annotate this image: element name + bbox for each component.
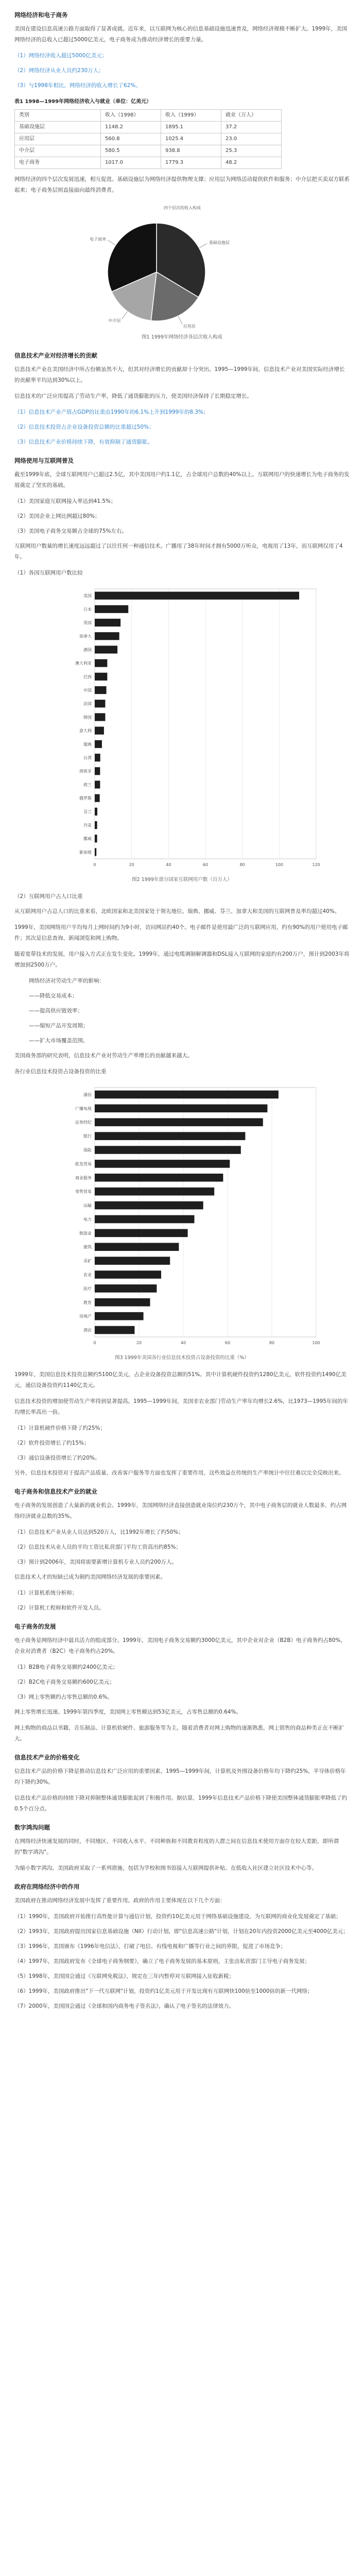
paragraph: 在网络经济快速发展的同时，不同地区、不同收入水平、不同种族和不同教育程度的人群之间在信息技术使用方面存在较大差距，即所谓的"数字鸿沟"。 (14, 1838, 339, 1855)
list-item: （3）1996年，美国颁布《1996年电信法》，打破了电信、有线电视和广播等行业之间的界限，促进了市场竞争； (14, 1943, 286, 1950)
highlight-list (14, 50, 350, 91)
list-item: （3）预计到2006年，美国将需要新增计算机专业人员约200万人。 (14, 1559, 177, 1565)
table-cell: 25.3 (221, 145, 282, 157)
figure-caption: 图1 1999年网络经济各层次收入构成 (142, 334, 222, 340)
paragraph: 为缩小数字鸿沟，美国政府采取了一系列措施，包括为学校和图书馆接入互联网提供补贴、在低收入社区建立社区技术中心等。 (14, 1865, 317, 1871)
table-row (15, 157, 282, 169)
paragraph: 信息技术产业在美国经济中所占份额虽然不大，但其对经济增长的贡献却十分突出。1995—1999年间，信息技术产业对美国实际经济增长的贡献率平均达到30%以上。 (14, 366, 345, 383)
category-label: 意大利 (79, 728, 92, 734)
category-label: 采矿 (83, 1259, 92, 1264)
bar (95, 1132, 245, 1140)
bar (95, 781, 100, 788)
bar (95, 1146, 241, 1154)
list-item: （3）网上零售额约占零售总额的0.6%。 (14, 1694, 113, 1700)
category-label: 银行 (83, 1134, 92, 1139)
chart-title: 四个层次的收入构成 (163, 206, 201, 210)
bar (95, 686, 107, 694)
category-label: 西班牙 (79, 769, 92, 774)
bar (95, 821, 97, 829)
table-cell: 580.5 (101, 145, 161, 157)
paragraph: 信息技术投资的增加使劳动生产率得到显著提高。1995—1999年间，美国非农业部门劳动生产率年均增长2.6%，比1973—1995年间的年均增长率高出一倍。 (14, 1398, 349, 1415)
chart-intro: （1）各国互联网用户数比较 (14, 570, 83, 576)
category-label: 美国 (83, 594, 92, 599)
category-label: 荷兰 (83, 782, 92, 787)
list-item: （1）计算机硬件价格下降了约25%； (14, 1425, 106, 1431)
x-tick-label: 0 (93, 862, 96, 867)
list-item: （1）1990年，美国政府开始推行高性能计算与通信计划，投资约10亿美元用于网络基础设施建设，为互联网的商业化发展奠定了基础； (14, 1913, 341, 1920)
list-item: （2）信息技术投资占企业设备投资总额的比重超过50%； (14, 424, 154, 430)
highlight-item: （3）与1998年相比，网络经济的收入增长了62%。 (14, 82, 141, 89)
bar (95, 605, 128, 613)
bar (95, 632, 119, 640)
x-tick-label: 80 (239, 862, 245, 867)
category-label: 证券经纪 (75, 1120, 92, 1125)
category-label: 台湾 (83, 755, 92, 760)
table-header-cell: 类别 (15, 110, 101, 122)
category-label: 广播电视 (75, 1106, 92, 1111)
bar (95, 754, 100, 761)
pie-leader-line (122, 311, 127, 318)
bar (95, 808, 97, 816)
list-item: （2）B2C电子商务交易额约600亿美元； (14, 1679, 115, 1685)
list-item: ——扩大市场覆盖范围。 (29, 1038, 89, 1044)
paragraph: 1999年，美国信息技术投资总额约5100亿美元，占企业设备投资总额的51%。其中计算机硬件投资约1280亿美元，软件投资约1490亿美元，通信设备投资约1140亿美元。 (14, 1371, 346, 1388)
list-item: （3）信息技术产业价格持续下降，有效抑制了通货膨胀。 (14, 439, 153, 445)
block-title: 网络经济对劳动生产率的影响： (29, 978, 105, 984)
paragraph: 从互联网用户占总人口的比重来看，北欧国家和北美国家处于领先地位。瑞典、挪威、芬兰、加拿大和美国的互联网普及率均超过40%。 (14, 908, 340, 914)
table-cell: 48.2 (221, 157, 282, 169)
category-label: 建筑 (83, 1245, 92, 1250)
pie-leader-line (108, 240, 115, 245)
table-cell: 中介层 (15, 145, 101, 157)
bar (95, 1201, 203, 1210)
list-item: （2）美国企业上网比例超过80%； (14, 513, 100, 519)
category-label: 保险 (83, 1148, 92, 1153)
paragraph: 截至1999年底，全球互联网用户已超过2.5亿，其中美国用户约1.1亿，占全球用户总数的40%以上。互联网用户的快速增长为电子商务的发展奠定了坚实的基础。 (14, 471, 350, 488)
section-title: 信息技术产业对经济增长的贡献 (14, 352, 97, 359)
table-header-row (15, 110, 282, 122)
paragraph: 信息技术产品价格的持续下降对抑制整体通货膨胀起到了积极作用。据估算，1999年信息技术产品价格下降使美国整体通货膨胀率降低了约0.5个百分点。 (14, 1795, 348, 1812)
revenue-table (14, 109, 282, 169)
pie-slice-label: 中介层 (108, 318, 121, 324)
bar (95, 1091, 279, 1099)
category-label: 农业 (83, 1273, 92, 1277)
bar (95, 848, 96, 856)
paragraph: 网上零售增长迅速。1999年第四季度，美国网上零售额达到53亿美元，占零售总额的0.64%。 (14, 1709, 241, 1715)
bar (95, 727, 104, 735)
table-header-cell: 收入（1998） (101, 110, 161, 122)
paragraph: 信息技术产品的价格下降是推动信息技术广泛应用的重要因素。1995—1999年间，计算机及外围设备价格年均下降约25%，半导体价格年均下降约30%。 (14, 1768, 346, 1785)
pie-slice-label: 电子商务 (89, 236, 106, 242)
bar (95, 1174, 223, 1182)
category-label: 通信 (83, 1092, 92, 1097)
paragraph: 1999年，美国网络用户平均每月上网时间约为9小时，访问网站约40个。电子邮件是使用最广泛的互联网应用，约有90%的用户使用电子邮件；其次是信息查询、新闻浏览和网上购物。 (14, 924, 348, 941)
bar (95, 740, 102, 748)
bar (95, 1298, 150, 1307)
list-item: （7）2000年，美国国会通过《全球和国内商务电子签名法》，确认了电子签名的法律效力。 (14, 2003, 235, 2009)
paragraph: 电子商务是网络经济中最具活力的组成部分。1999年，美国电子商务交易额约3000亿美元，其中企业对企业（B2B）电子商务约占80%，企业对消费者（B2C）电子商务约占20%。 (14, 1637, 346, 1654)
bar (95, 713, 105, 721)
paragraph: 互联网用户数量的增长速度远远超过了以往任何一种通信技术。广播用了38年时间才拥有5000万听众，电视用了13年，而互联网仅用了4年。 (14, 543, 343, 560)
category-label: 澳大利亚 (75, 661, 92, 666)
category-label: 电力 (83, 1217, 92, 1222)
section-title: 电子商务的发展 (14, 1623, 56, 1630)
x-tick-label: 20 (136, 1341, 142, 1345)
list-item: （3）美国电子商务交易额占全球的75%左右。 (14, 528, 128, 534)
pie-leader-line (178, 316, 182, 324)
bar (95, 835, 97, 842)
list-item: （2）1993年，美国政府提出国家信息基础设施（NII）行动计划，即"信息高速公路"计划，计划在20年内投资2000亿美元至4000亿美元； (14, 1928, 349, 1935)
x-tick-label: 0 (93, 1341, 96, 1345)
category-label: 商业服务 (75, 1175, 92, 1180)
category-label: 运输 (83, 1203, 92, 1208)
pie-slice-label: 应用层 (183, 324, 196, 329)
list-item: （2）软件投资增长了约15%； (14, 1440, 90, 1446)
bar (95, 700, 105, 707)
list-item: （3）通信设备投资增长了约20%。 (14, 1455, 100, 1461)
category-label: 巴西 (83, 674, 92, 680)
highlight-item: （2）网络经济从业人员约230万人； (14, 67, 104, 74)
bar (95, 794, 100, 802)
internet-users-bar-chart (38, 584, 326, 872)
list-item: （2）互联网用户占人口比重 (14, 893, 83, 900)
paragraph: 网上购物的商品以书籍、音乐制品、计算机软硬件、旅游服务等为主。随着消费者对网上购物的逐渐熟悉，网上销售的商品种类正在不断扩大。 (14, 1725, 344, 1742)
table-header-cell: 就业（万人） (221, 110, 282, 122)
bar (95, 659, 107, 667)
list-item: （1）B2B电子商务交易额约2400亿美元； (14, 1664, 118, 1670)
paragraph: 电子商务的发展创造了大量新的就业机会。1999年，美国网络经济直接创造就业岗位约230万个，其中电子商务层的就业人数最多，约占网络经济就业总数的35%。 (14, 1502, 347, 1519)
bullet-block (14, 976, 350, 1046)
category-label: 中国 (83, 688, 92, 693)
section-title: 数字鸿沟问题 (14, 1824, 50, 1831)
x-tick-label: 100 (275, 862, 283, 867)
category-label: 制造业 (79, 1231, 92, 1236)
list-item: （5）1998年，美国国会通过《互联网免税法》，规定在三年内暂停对互联网接入征收新税； (14, 1973, 235, 1979)
x-tick-label: 60 (202, 862, 208, 867)
x-tick-label: 80 (269, 1341, 274, 1345)
bar (95, 619, 120, 626)
table-cell: 23.0 (221, 133, 282, 145)
bar (95, 592, 299, 600)
list-item: （2）信息技术从业人员的平均工资比私营部门平均工资高出约85%； (14, 1544, 182, 1550)
table-cell: 560.8 (101, 133, 161, 145)
category-label: 俄罗斯 (79, 796, 92, 801)
list-item: ——提高供应链效率； (29, 1008, 83, 1014)
pie-leader-line (199, 243, 207, 248)
x-tick-label: 120 (311, 862, 320, 867)
list-item: ——降低交易成本； (29, 993, 78, 999)
table-row (15, 133, 282, 145)
list-item: （6）1999年，美国政府推出"下一代互联网"计划，投资约1亿美元用于开发比现有互联网快100倍至1000倍的新一代网络； (14, 1988, 313, 1994)
list-item: （1）美国家庭互联网接入率达到41.5%； (14, 498, 116, 504)
table-row (15, 145, 282, 157)
paragraph: 随着宽带技术的发展，用户接入方式正在发生变化。1999年，通过电缆调制解调器和DSL接入互联网的家庭约有200万户，预计到2003年将增加到2500万户。 (14, 951, 350, 968)
bar (95, 1215, 195, 1224)
list-item: （1）信息技术产业从业人员达到520万人，比1992年增长了约50%； (14, 1529, 184, 1535)
list-item: （4）1997年，美国政府发布《全球电子商务纲要》，确立了电子商务发展的基本原则，主张由私营部门主导电子商务发展； (14, 1958, 310, 1964)
x-tick-label: 60 (224, 1341, 230, 1345)
category-label: 德国 (83, 647, 92, 652)
paragraph: 美国政府在推动网络经济发展中发挥了重要作用。政府的作用主要体现在以下几个方面： (14, 1897, 226, 1904)
category-label: 瑞典 (83, 742, 92, 747)
it-investment-bar-chart (38, 1082, 326, 1350)
list-item: ——缩短产品开发周期； (29, 1023, 89, 1029)
bar (95, 1188, 214, 1196)
table-cell: 37.2 (221, 122, 282, 133)
section-title: 信息技术产业的价格变化 (14, 1754, 80, 1761)
highlight-item: （1）网络经济收入超过5000亿美元； (14, 53, 108, 59)
category-label: 医疗 (83, 1286, 92, 1291)
chart-grid (95, 589, 316, 859)
pie-slice-label: 基础设施层 (209, 240, 230, 245)
intro-paragraph: 美国在建设信息高速公路方面取得了显著成就。近年来，以互联网为核心的信息基础设施迅速普及，网络经济规模不断扩大。1999年，美国网络经济的总收入已超过5000亿美元，电子商务成为推动经济增长的重要力量。 (14, 26, 348, 43)
table-cell: 基础设施层 (15, 122, 101, 133)
bar (95, 1243, 179, 1251)
list-item: （2）计算机工程师和软件开发人员。 (14, 1605, 105, 1611)
category-label: 英国 (83, 620, 92, 625)
category-label: 教育 (83, 1300, 92, 1305)
pie-chart (69, 201, 296, 330)
category-label: 新加坡 (79, 850, 92, 855)
chart-bars (95, 592, 299, 856)
category-label: 零售贸易 (75, 1189, 92, 1194)
bar (95, 673, 107, 681)
x-tick-label: 40 (165, 862, 171, 867)
intro-paragraph-2: 网络经济的四个层次发展迅速，相互促进。基础设施层为网络经济提供物理支撑；应用层为网络活动提供软件和服务；中介层把买卖双方联系起来；电子商务层则直接面向最终消费者。 (14, 176, 350, 193)
category-label: 加拿大 (79, 634, 92, 639)
pie-slices (108, 223, 205, 324)
category-label: 法国 (83, 701, 92, 706)
table-header-cell: 收入（1999） (161, 110, 221, 122)
category-label: 丹麦 (83, 823, 92, 828)
section-title: 政府在网络经济中的作用 (14, 1883, 80, 1890)
bar (95, 1257, 170, 1265)
table-cell: 938.8 (161, 145, 221, 157)
section-title: 网络使用与互联网普及 (14, 457, 74, 464)
bar (95, 1105, 267, 1113)
bar (95, 1284, 157, 1293)
table-cell: 1779.3 (161, 157, 221, 169)
paragraph: 另外，信息技术投资对于提高产品质量、改善客户服务等方面也发挥了重要作用，这些效益在传统的生产率统计中往往难以完全反映出来。 (14, 1470, 344, 1476)
bar (95, 1118, 263, 1126)
section-title: 电子商务和信息技术产业的就业 (14, 1488, 97, 1495)
x-tick-label: 100 (311, 1341, 320, 1345)
category-label: 房地产 (79, 1314, 92, 1319)
doc-title: 网络经济和电子商务 (14, 11, 68, 19)
table-cell: 1025.4 (161, 133, 221, 145)
bar (95, 646, 117, 653)
table-row (15, 122, 282, 133)
bar (95, 767, 100, 775)
table-cell: 1895.1 (161, 122, 221, 133)
chart-category-labels (75, 593, 92, 855)
figure-caption: 图3 1999年美国各行业信息技术投资占设备投资的比重（%） (115, 1355, 249, 1361)
figure-caption: 图2 1999年部分国家互联网用户数（百万人） (132, 877, 232, 883)
category-label: 韩国 (83, 715, 92, 720)
x-tick-label: 40 (180, 1341, 186, 1345)
chart-bars (95, 1091, 279, 1334)
bar (95, 1229, 188, 1238)
paragraph: 美国商务部的研究表明，信息技术产业对劳动生产率增长的贡献越来越大。 (14, 1053, 193, 1059)
paragraph: 信息技术的广泛应用提高了劳动生产率，降低了通货膨胀的压力，使美国经济保持了长期稳定增长。 (14, 393, 252, 399)
chart-category-labels (75, 1092, 92, 1332)
table-cell: 1017.0 (101, 157, 161, 169)
table-title: 表1 1998—1999年网络经济收入与就业（单位：亿美元） (14, 99, 152, 105)
list-item: （1）信息技术产业产值占GDP的比重由1990年的6.1%上升到1999年的8.3%； (14, 409, 209, 415)
category-label: 酒店 (83, 1328, 92, 1333)
table-cell: 应用层 (15, 133, 101, 145)
table-cell: 电子商务 (15, 157, 101, 169)
table-cell: 1148.2 (101, 122, 161, 133)
bar (95, 1160, 230, 1168)
category-label: 芬兰 (83, 809, 92, 815)
x-tick-label: 20 (129, 862, 134, 867)
bar (95, 1326, 134, 1334)
list-item: （1）计算机系统分析师； (14, 1590, 78, 1596)
category-label: 批发贸易 (75, 1161, 92, 1166)
paragraph: 信息技术人才的短缺已成为制约美国网络经济发展的重要因素。 (14, 1574, 166, 1580)
bar (95, 1312, 144, 1320)
category-label: 挪威 (83, 836, 92, 841)
chart-tick-labels (93, 862, 320, 867)
category-label: 日本 (83, 607, 92, 612)
chart-intro: 各行业信息技术投资占设备投资的比重 (14, 1069, 107, 1075)
chart-tick-labels (93, 1341, 320, 1345)
bar (95, 1270, 161, 1279)
